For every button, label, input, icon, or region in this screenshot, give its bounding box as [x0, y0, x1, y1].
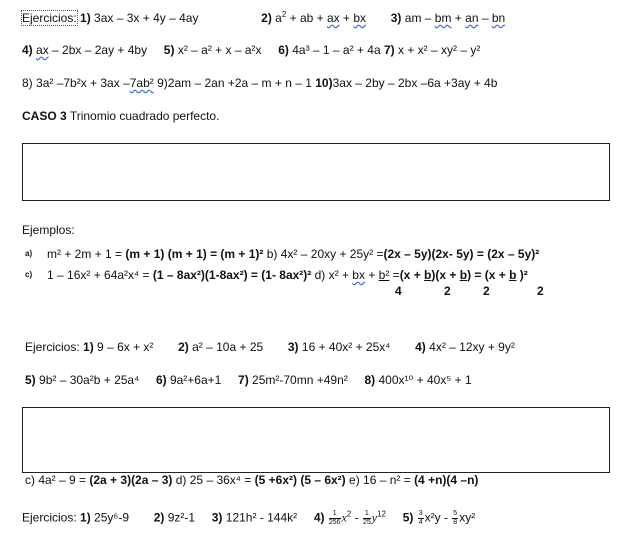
- ex3-2-num: 2): [153, 510, 165, 525]
- ex-10-num: 10): [315, 76, 333, 90]
- ex3-5-text-2: xy²: [459, 510, 476, 525]
- ex3-4-op: -: [351, 510, 362, 525]
- exercises-label-2: Ejercicios:: [25, 340, 80, 354]
- ex-2-mark-1: ax: [327, 11, 340, 25]
- ex-2-mark-2: bx: [353, 11, 367, 25]
- ex3-4-frac-2: $\frac{1}{25}$: [362, 510, 371, 526]
- example-d-frac-1: b²: [378, 268, 390, 282]
- ex3-1-text: 25y⁶-9: [94, 510, 130, 525]
- example-a-line: [47, 247, 539, 261]
- example-diff-e-result: (4 +n)(4 –n): [414, 473, 479, 487]
- ex-4-num: 4): [22, 43, 33, 57]
- example-diff-line: [25, 473, 478, 487]
- ex3-4-num: 4): [313, 510, 325, 525]
- ex2-1-text: 9 – 6x + x²: [97, 340, 154, 354]
- caso-subtitle: Trinomio cuadrado perfecto.: [69, 109, 220, 123]
- ex-2-text-b: + ab +: [286, 11, 327, 25]
- ex3-4-var-2: y: [371, 510, 378, 525]
- exercise-line-5: [25, 373, 472, 387]
- ex-2-num: 2): [261, 11, 272, 25]
- example-d-frac-4: b: [509, 268, 517, 282]
- ex-4-mark: ax: [36, 43, 49, 57]
- ex-3-mark-2: an: [465, 11, 479, 25]
- example-d-den-1: 4: [395, 284, 402, 298]
- example-b-text: b) 4x² – 20xy + 25y² =: [263, 247, 384, 261]
- example-b-result: (2x – 5y)(2x- 5y) = (2x – 5y)²: [383, 247, 540, 261]
- ex2-3-num: 3): [287, 340, 299, 354]
- example-diff-d-text: d) 25 – 36x⁴ =: [172, 473, 255, 487]
- answer-box-2[interactable]: [22, 407, 610, 473]
- ex2-3-text: 16 + 40x² + 25x⁴: [301, 340, 391, 354]
- ex3-5-text-1: x²y -: [424, 510, 452, 525]
- ex2-4-num: 4): [415, 340, 426, 354]
- example-diff-c-text: c) 4a² – 9 =: [25, 473, 90, 487]
- section-heading: [22, 109, 219, 123]
- ex-2-sup: 2: [281, 10, 287, 19]
- ex3-1-num: 1): [80, 510, 91, 525]
- ex2-8-text: 400x¹⁰ + 40x⁵ + 1: [378, 373, 472, 387]
- ex-5-text: x² – a² + x – a²x: [177, 43, 262, 57]
- example-diff-d-result: (5 +6x²) (5 – 6x²): [254, 473, 346, 487]
- example-c-text-1: 1 – 16x² + 64a²x⁴ =: [47, 268, 153, 282]
- example-d-result-d: )²: [516, 268, 528, 282]
- example-a-result-1: (m + 1) (m + 1) = (m + 1)²: [125, 247, 264, 261]
- ex3-4-exp-1: 2: [346, 509, 352, 519]
- ex2-6-num: 6): [155, 373, 167, 387]
- ex-5-num: 5): [163, 43, 175, 57]
- ex-2-text-c: +: [339, 11, 354, 25]
- example-d-den-3: 2: [483, 284, 490, 298]
- ex-3-mark-3: bn: [491, 11, 506, 25]
- exercise-line-4: [25, 340, 515, 354]
- example-d-result-a: (x +: [399, 268, 425, 282]
- example-diff-c-result: (2a + 3)(2a – 3): [89, 473, 173, 487]
- example-c-tag: c): [25, 270, 33, 279]
- ex3-2-text: 9z²-1: [167, 510, 196, 525]
- ex-9-num: 9): [157, 76, 168, 90]
- ex-3-num: 3): [390, 11, 402, 25]
- ex3-5-frac-2: $\frac{5}{8}$: [453, 510, 458, 526]
- ejemplos-label: Ejemplos:: [22, 223, 75, 237]
- ex3-3-num: 3): [211, 510, 223, 525]
- ex-1-text: 3ax – 3x + 4y – 4ay: [94, 11, 199, 25]
- ex-8-mark: 7ab²: [129, 76, 154, 90]
- exercise-line-2: [22, 43, 480, 57]
- example-a-tag: a): [25, 249, 33, 258]
- ex3-5-num: 5): [402, 510, 414, 525]
- example-a-text-1: m² + 2m + 1 =: [47, 247, 126, 261]
- example-diff-e-text: e) 16 – n² =: [345, 473, 415, 487]
- example-d-text-2: +: [364, 268, 379, 282]
- ex2-7-num: 7): [238, 373, 249, 387]
- exercises-label-3: Ejercicios:: [22, 510, 77, 525]
- ex-3-text-c: –: [478, 11, 492, 25]
- example-c-result: (1 – 8ax²)(1-8ax²) = (1- 8ax²)²: [152, 268, 312, 282]
- exercise-line-3: [22, 76, 497, 90]
- answer-box-1[interactable]: [22, 143, 610, 201]
- ex-3-text-a: am –: [404, 11, 435, 25]
- ex-1-num: 1): [80, 11, 91, 25]
- ex-6-num: 6): [278, 43, 289, 57]
- ex-10-text: 3ax – 2by – 2bx –6a +3ay + 4b: [332, 76, 498, 90]
- example-d-text-3: =: [389, 268, 400, 282]
- ex-4-text: – 2bx – 2ay + 4by: [48, 43, 148, 57]
- example-d-result-c: ) = (x +: [467, 268, 510, 282]
- ex-8-text: 3a² –7b²x + 3ax –: [36, 76, 130, 90]
- ex2-1-num: 1): [83, 340, 94, 354]
- example-d-den-2: 2: [444, 284, 451, 298]
- ex2-7-text: 25m²-70mn +49n²: [252, 373, 348, 387]
- ex2-2-text: a² – 10a + 25: [192, 340, 264, 354]
- ex-6-text: 4a³ – 1 – a² + 4a: [292, 43, 381, 57]
- ex2-8-num: 8): [364, 373, 376, 387]
- ex-7-num: 7): [383, 43, 395, 57]
- exercises-label-1: Ejercicios:: [22, 11, 77, 25]
- example-c-line: [47, 268, 528, 282]
- example-d-frac-2: b: [424, 268, 432, 282]
- ex-7-text: x + x² – xy² – y²: [397, 43, 481, 57]
- ex2-5-num: 5): [25, 373, 36, 387]
- caso-title: CASO 3: [22, 109, 67, 123]
- ex3-5-frac-1: $\frac{3}{4}$: [418, 510, 423, 526]
- example-d-result-b: )(x +: [431, 268, 460, 282]
- ex2-4-text: 4x² – 12xy + 9y²: [429, 340, 515, 354]
- ex-3-text-b: +: [451, 11, 466, 25]
- ex3-4-frac-1: $\frac{1}{256}$: [328, 510, 341, 526]
- ex2-6-text: 9a²+6a+1: [169, 373, 222, 387]
- ex2-5-text: 9b² – 30a²b + 25a⁴: [39, 373, 140, 387]
- ex-8-num: 8): [22, 76, 33, 90]
- ex-9-text: 2am – 2an +2a – m + n – 1: [167, 76, 312, 90]
- ex3-4-var-1: x: [341, 510, 347, 525]
- example-d-den-4: 2: [537, 284, 544, 298]
- ex3-3-text: 121h² - 144k²: [225, 510, 298, 525]
- ex-2-text-a: a: [275, 11, 282, 25]
- example-d-frac-3: b: [459, 268, 468, 282]
- exercise-line-6: [22, 510, 475, 527]
- ex3-4-exp-2: 12: [377, 509, 387, 519]
- ex-3-mark-1: bm: [434, 11, 452, 25]
- exercise-line-1: [22, 11, 505, 25]
- example-d-text-1: d) x² +: [311, 268, 353, 282]
- ex2-2-num: 2): [178, 340, 189, 354]
- example-d-mark: bx: [352, 268, 365, 282]
